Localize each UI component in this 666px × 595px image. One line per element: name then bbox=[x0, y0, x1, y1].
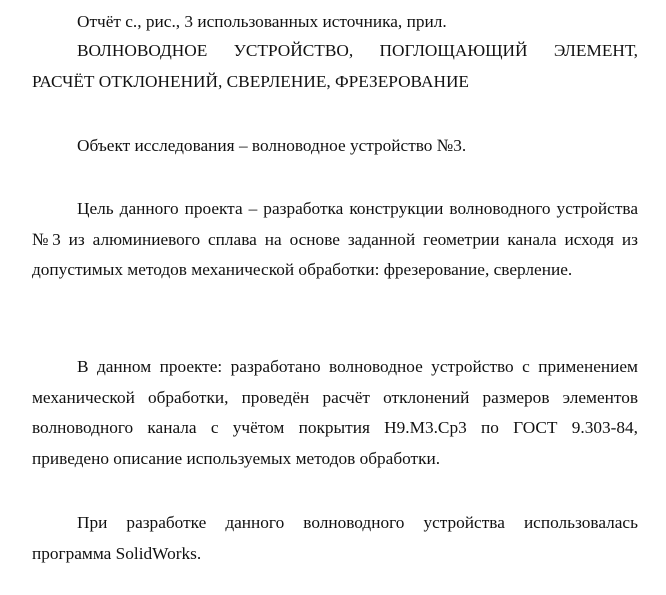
research-object-paragraph: Объект исследования – волноводное устройство №3. bbox=[77, 136, 467, 155]
project-results-paragraph: В данном проекте: разработано волноводное устройство с применением механической обработки, проведён расчёт отклонений размеров элементов волноводного канала с учётом покрытия Н9.М3.Ср3 по ГОСТ 9.303-84, приведено описание используемых методов обработки. bbox=[32, 357, 638, 468]
report-summary-line: Отчёт с., рис., 3 использованных источника, прил. bbox=[77, 12, 447, 31]
keywords-paragraph: ВОЛНОВОДНОЕ УСТРОЙСТВО, ПОГЛОЩАЮЩИЙ ЭЛЕМЕНТ, РАСЧЁТ ОТКЛОНЕНИЙ, СВЕРЛЕНИЕ, ФРЕЗЕРОВАНИЕ bbox=[32, 41, 638, 91]
software-used-paragraph: При разработке данного волноводного устройства использовалась программа SolidWorks. bbox=[32, 513, 638, 563]
project-goal-paragraph: Цель данного проекта – разработка конструкции волноводного устройства №3 из алюминиевого сплава на основе заданной геометрии канала исходя из допустимых методов механической обработки: фрезерование, сверление. bbox=[32, 199, 638, 279]
